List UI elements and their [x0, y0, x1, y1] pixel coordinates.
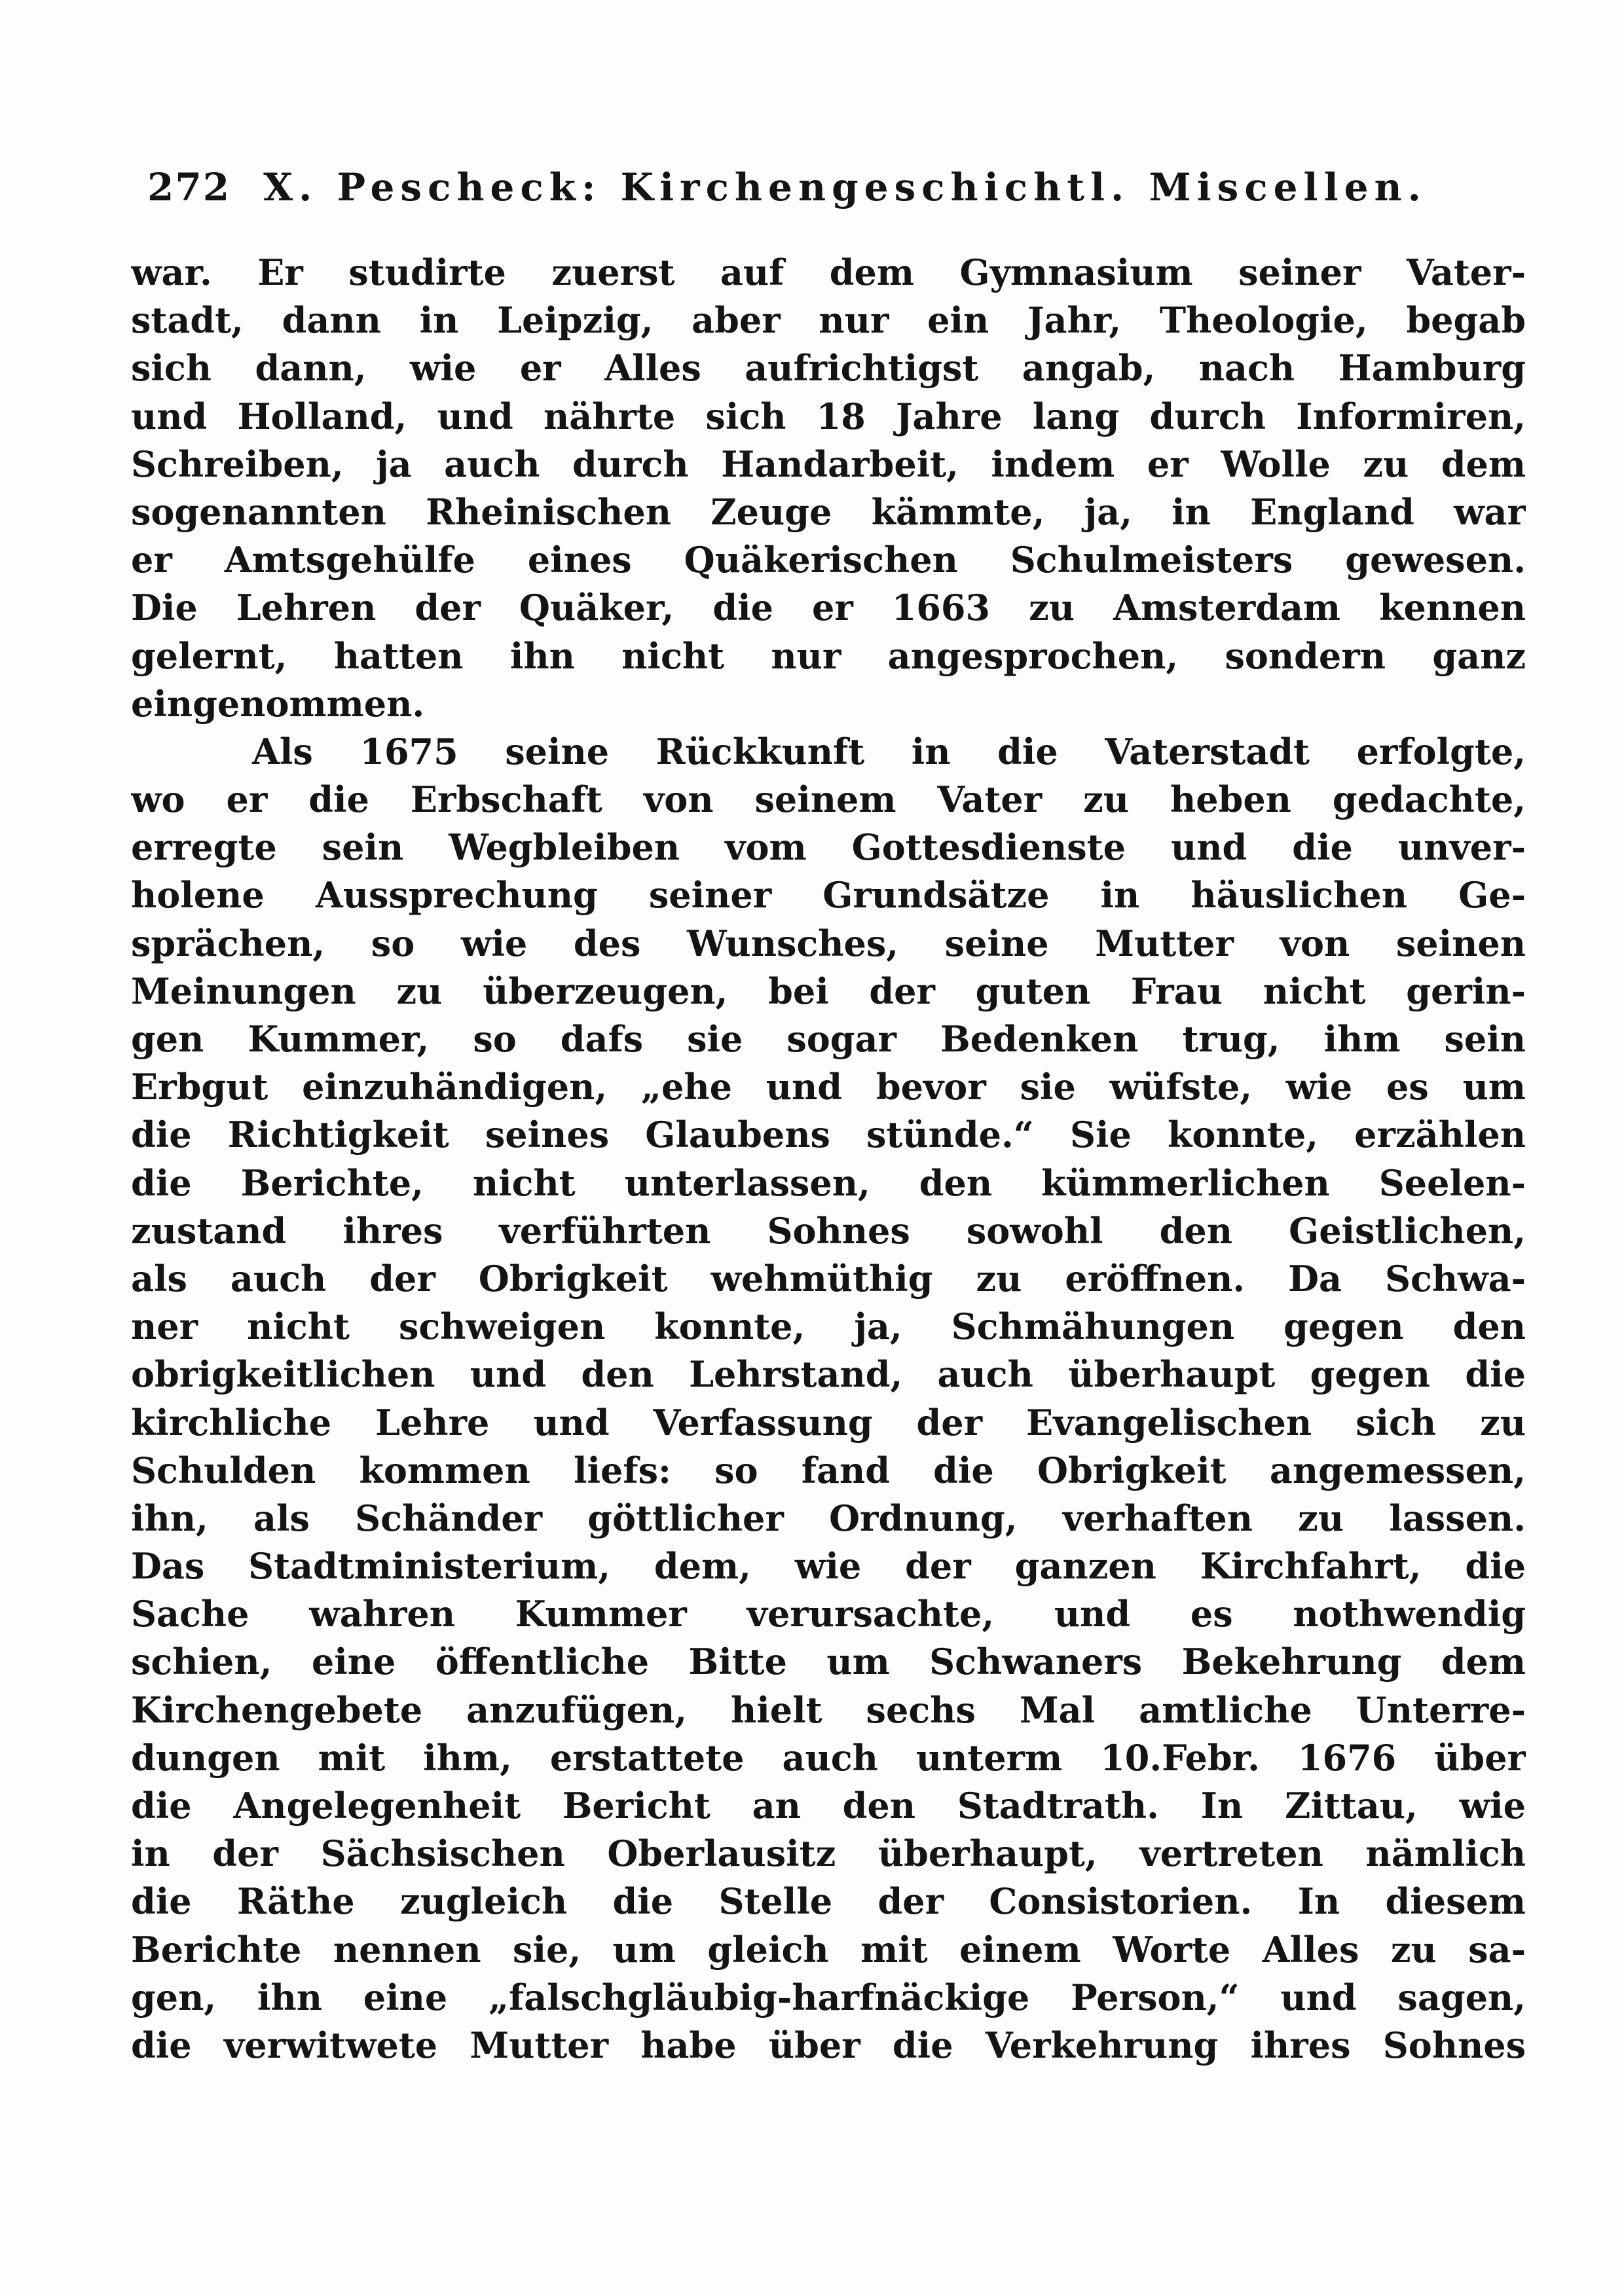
page-header — [147, 165, 1522, 224]
running-title: X. Pescheck: Kirchengeschichtl. Miscellen. — [263, 165, 1427, 210]
text-line: die Richtigkeit seines Glaubens stünde.“ Sie konnte, erzählen — [131, 1114, 1526, 1156]
text-line: Schulden kommen liefs: so fand die Obrigkeit angemessen, — [131, 1449, 1526, 1491]
text-line: in der Sächsischen Oberlausitz überhaupt, vertreten nämlich — [131, 1832, 1526, 1875]
text-line: war. Er studirte zuerst auf dem Gymnasium seiner Vater- — [131, 251, 1526, 293]
text-line: gelernt, hatten ihn nicht nur angesprochen, sondern ganz — [131, 634, 1526, 677]
text-line: stadt, dann in Leipzig, aber nur ein Jahr, Theologie, begab — [131, 299, 1526, 342]
text-line: Kirchengebete anzufügen, hielt sechs Mal amtliche Unterre- — [131, 1688, 1526, 1731]
text-line: schien, eine öffentliche Bitte um Schwaners Bekehrung dem — [131, 1641, 1526, 1683]
text-line: Berichte nennen sie, um gleich mit einem Worte Alles zu sa- — [131, 1928, 1526, 1971]
text-line: ner nicht schweigen konnte, ja, Schmähungen gegen den — [131, 1305, 1526, 1348]
text-line: die Angelegenheit Bericht an den Stadtrath. In Zittau, wie — [131, 1785, 1526, 1827]
text-line: Schreiben, ja auch durch Handarbeit, indem er Wolle zu dem — [131, 443, 1526, 485]
text-line: dungen mit ihm, erstattete auch unterm 10.Febr. 1676 über — [131, 1736, 1526, 1779]
text-line: eingenommen. — [131, 682, 425, 725]
page-number: 272 — [147, 165, 231, 210]
text-line: gen, ihn eine „falschgläubig-harfnäckige Person,“ und sagen, — [131, 1976, 1526, 2018]
text-line: obrigkeitlichen und den Lehrstand, auch überhaupt gegen die — [131, 1353, 1526, 1396]
text-line: wo er die Erbschaft von seinem Vater zu heben gedachte, — [131, 778, 1526, 821]
text-line: Meinungen zu überzeugen, bei der guten Frau nicht gerin- — [131, 970, 1526, 1012]
text-line: Erbgut einzuhändigen, „ehe und bevor sie wüfste, wie es um — [131, 1066, 1526, 1108]
text-line: sich dann, wie er Alles aufrichtigst angab, nach Hamburg — [131, 347, 1526, 390]
text-line: zustand ihres verführten Sohnes sowohl den Geistlichen, — [131, 1209, 1526, 1252]
text-line: ihn, als Schänder göttlicher Ordnung, verhaften zu lassen. — [131, 1497, 1526, 1539]
text-line: gen Kummer, so dafs sie sogar Bedenken trug, ihm sein — [131, 1018, 1526, 1060]
text-line: sprächen, so wie des Wunsches, seine Mutter von seinen — [131, 922, 1526, 964]
text-line: Sache wahren Kummer verursachte, und es nothwendig — [131, 1593, 1526, 1635]
text-line: holene Aussprechung seiner Grundsätze in häuslichen Ge- — [131, 874, 1526, 917]
text-line: die verwitwete Mutter habe über die Verkehrung ihres Sohnes — [131, 2024, 1526, 2066]
text-line: Die Lehren der Quäker, die er 1663 zu Amsterdam kennen — [131, 587, 1526, 629]
text-line: als auch der Obrigkeit wehmüthig zu eröffnen. Da Schwa- — [131, 1257, 1526, 1300]
text-line: Das Stadtministerium, dem, wie der ganzen Kirchfahrt, die — [131, 1545, 1526, 1588]
text-line: die Berichte, nicht unterlassen, den kümmerlichen Seelen- — [131, 1161, 1526, 1204]
body-text — [131, 249, 1526, 2069]
text-line: die Räthe zugleich die Stelle der Consistorien. In diesem — [131, 1880, 1526, 1923]
text-line: kirchliche Lehre und Verfassung der Evangelischen sich zu — [131, 1401, 1526, 1444]
paragraph-first-line: Als 1675 seine Rückkunft in die Vaterstadt erfolgte, — [252, 730, 1526, 773]
text-line: sogenannten Rheinischen Zeuge kämmte, ja, in England war — [131, 490, 1526, 533]
text-line: erregte sein Wegbleiben vom Gottesdienste und die unver- — [131, 826, 1526, 869]
text-line: und Holland, und nährte sich 18 Jahre lang durch Informiren, — [131, 395, 1526, 437]
text-line: er Amtsgehülfe eines Quäkerischen Schulmeisters gewesen. — [131, 539, 1526, 581]
